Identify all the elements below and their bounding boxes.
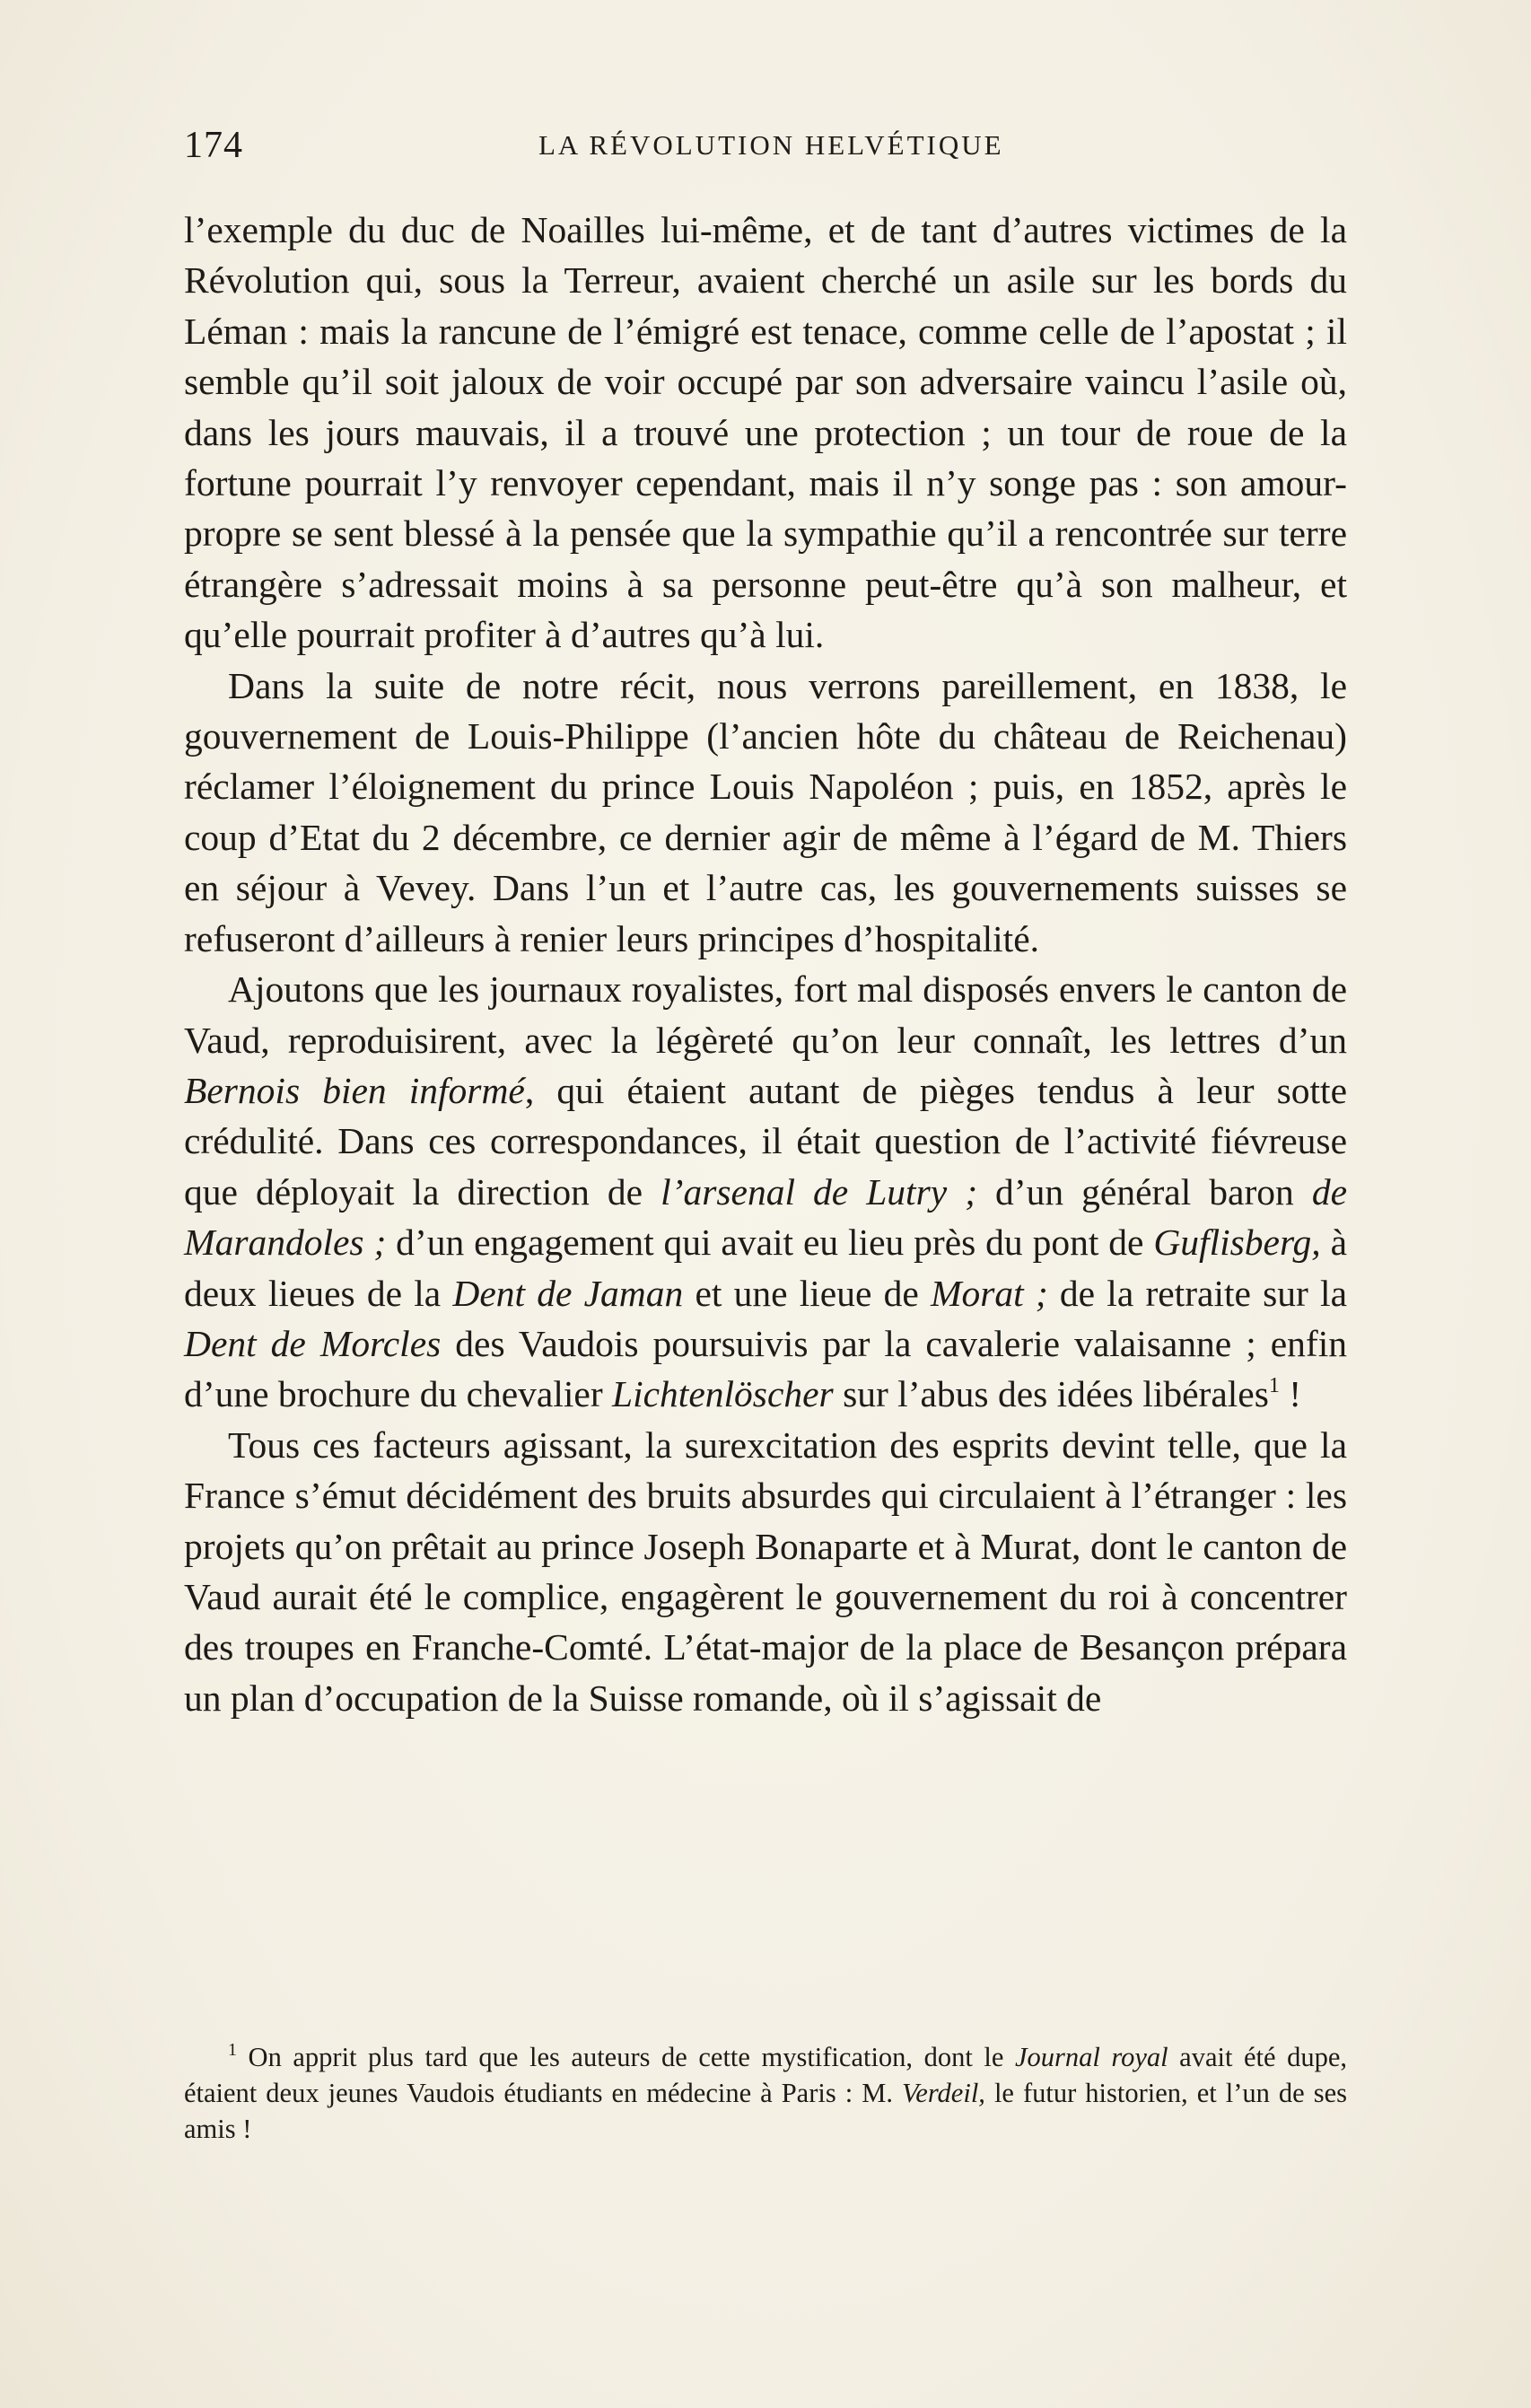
italic-run: Journal royal <box>1014 2042 1168 2072</box>
italic-run: Dent de Jaman <box>452 1272 684 1314</box>
text-run: des Vaudois poursuivis par la cavalerie valaisanne ; enfin d’une brochure du chevalier <box>184 1322 1348 1415</box>
italic-run: Verdeil, <box>902 2078 985 2108</box>
italic-run: l’arsenal de Lutry ; <box>661 1170 978 1213</box>
text-run: avait été dupe, étaient deux jeunes Vaudois étudiants en médecine à Paris : M. <box>184 2042 1347 2108</box>
text-run: sur l’abus des idées libérales <box>833 1373 1269 1415</box>
text-run: Ajoutons que les journaux royalistes, fort mal disposés envers le canton de Vaud, reproduisirent, avec la légèreté qu’on leur connaît, les lettres d’un <box>184 968 1347 1061</box>
body-text <box>184 205 1347 1723</box>
italic-run: de Marandoles ; <box>184 1170 1347 1264</box>
text-run: de la retraite sur la <box>1047 1272 1348 1314</box>
text-run: ! <box>1279 1373 1302 1415</box>
text-run: à deux lieues de la <box>184 1222 1347 1314</box>
footnote <box>184 2039 1347 2147</box>
text-run: d’un général baron <box>977 1170 1312 1213</box>
italic-run: Morat ; <box>930 1272 1048 1314</box>
italic-run: Bernois bien informé <box>184 1069 525 1111</box>
text-run: , qui étaient autant de pièges tendus à leur sotte crédulité. Dans ces correspondances, il était question de l’activité fiévreuse que déployait la direction de <box>184 1069 1348 1213</box>
text-run: d’un engagement qui avait eu lieu près du pont de <box>386 1222 1154 1264</box>
text-run: le futur historien, et l’un de ses amis ! <box>184 2078 1347 2144</box>
italic-run: Guflisberg, <box>1153 1222 1321 1264</box>
text-run: On apprit plus tard que les auteurs de cette mystification, dont le <box>237 2042 1015 2072</box>
page-header <box>184 124 1347 178</box>
text-run: et une lieue de <box>683 1272 931 1314</box>
footnote-marker: 1 <box>228 2040 237 2060</box>
italic-run: Lichtenlöscher <box>612 1373 834 1415</box>
paragraph-2: Dans la suite de notre récit, nous verrons pareillement, en 1838, le gouvernement de Louis-Philippe (l’ancien hôte du château de Reichenau) réclamer l’éloignement du prince Louis Napoléon ; puis, en 1852, après le coup d’Etat du 2 décembre, ce dernier agir de même à l’égard de M. Thiers en séjour à Vevey. Dans l’un et l’autre cas, les gouvernements suisses se refuseront d’ailleurs à renier leurs principes d’hospitalité. <box>184 664 1347 959</box>
paragraph-1: l’exemple du duc de Noailles lui-même, et de tant d’autres victimes de la Révolution qui, sous la Terreur, avaient cherché un asile sur les bords du Léman : mais la rancune de l’émigré est tenace, comme celle de l’apostat ; il semble qu’il soit jaloux de voir occupé par son adversaire vaincu l’asile où, dans les jours mauvais, il a trouvé une protection ; un tour de roue de la fortune pourrait l’y renvoyer cependant, mais il n’y songe pas : son amour-propre se sent blessé à la pensée que la sympathie qu’il a rencontrée sur terre étrangère s’adressait moins à sa personne peut-être qu’à son malheur, et qu’elle pourrait profiter à d’autres qu’à lui. <box>184 209 1347 656</box>
italic-run: Dent de Morcles <box>184 1322 442 1364</box>
running-title: LA RÉVOLUTION HELVÉTIQUE <box>538 129 1004 161</box>
paragraph-3 <box>184 964 1347 1420</box>
footnote-reference: 1 <box>1268 1374 1280 1398</box>
page-number: 174 <box>184 125 243 166</box>
paragraph-4: Tous ces facteurs agissant, la surexcitation des esprits devint telle, que la France s’émut décidément des bruits absurdes qui circulaient à l’étranger : les projets qu’on prêtait au prince Joseph Bonaparte et à Murat, dont le canton de Vaud aurait été le complice, engagèrent le gouvernement du roi à concentrer des troupes en Franche-Comté. L’état-major de la place de Besançon prépara un plan d’occupation de la Suisse romande, où il s’agissait de <box>184 1423 1347 1719</box>
